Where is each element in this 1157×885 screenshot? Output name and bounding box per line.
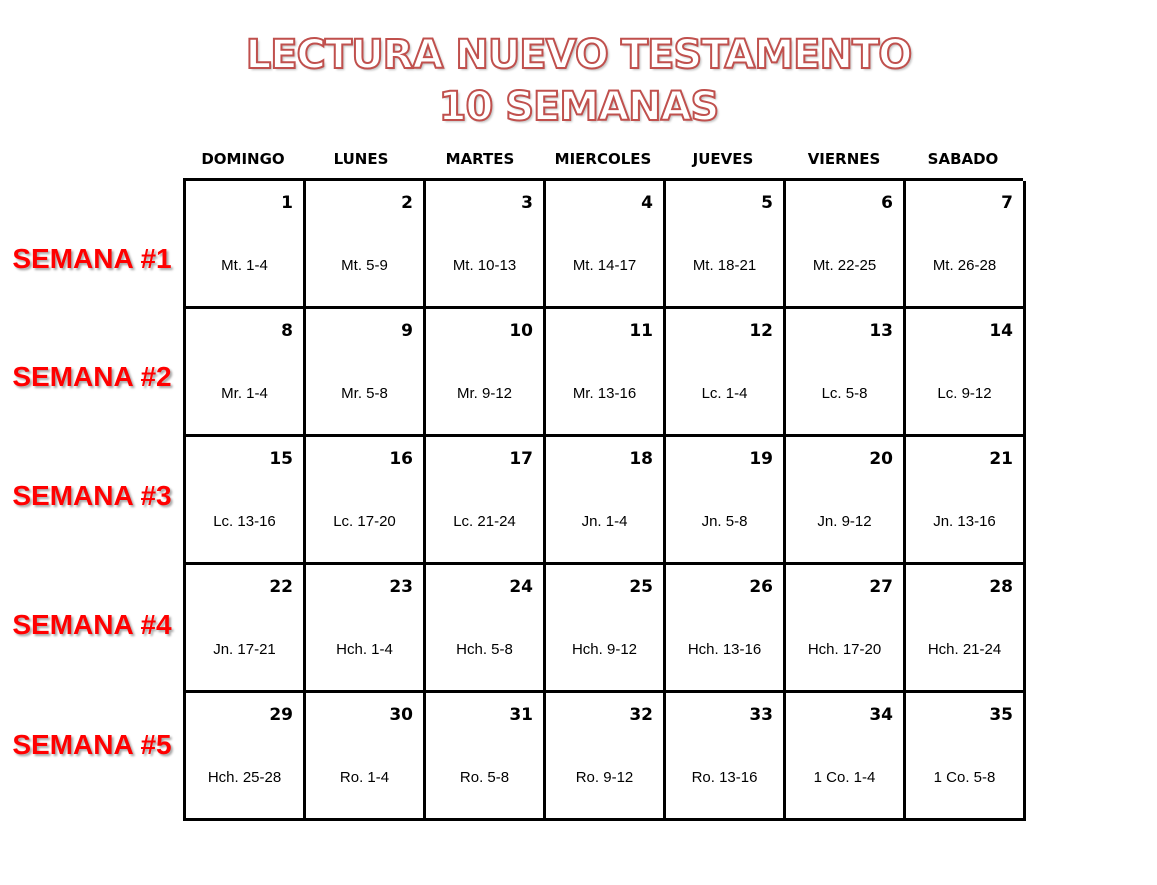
- day-number: 9: [401, 321, 413, 341]
- day-cell: [906, 693, 1026, 821]
- reading-assignment: Mt. 5-9: [341, 257, 388, 274]
- day-cell: [426, 181, 546, 309]
- reading-assignment: Ro. 13-16: [691, 769, 758, 786]
- day-number: 32: [629, 705, 653, 725]
- day-cell: [186, 181, 306, 309]
- day-number: 26: [749, 577, 773, 597]
- reading-assignment: Lc. 9-12: [937, 385, 992, 402]
- day-number: 19: [749, 449, 773, 469]
- day-number: 33: [749, 705, 773, 725]
- day-number: 24: [509, 577, 533, 597]
- reading-assignment: Mt. 1-4: [221, 257, 268, 274]
- day-number: 12: [749, 321, 773, 341]
- reading-calendar-grid: [183, 178, 1023, 821]
- day-header-2: MARTES: [445, 150, 515, 168]
- reading-assignment: 1 Co. 1-4: [813, 769, 876, 786]
- reading-assignment: Mt. 14-17: [572, 257, 637, 274]
- week-label-5: SEMANA #5: [12, 729, 172, 760]
- reading-assignment: Ro. 9-12: [575, 769, 634, 786]
- day-cell: [426, 437, 546, 565]
- reading-assignment: Ro. 1-4: [339, 769, 390, 786]
- day-number: 5: [761, 193, 773, 213]
- week-label-3: SEMANA #3: [12, 480, 172, 511]
- day-number: 35: [989, 705, 1013, 725]
- day-cell: [186, 437, 306, 565]
- reading-assignment: Mt. 18-21: [692, 257, 757, 274]
- day-cell: [906, 437, 1026, 565]
- reading-assignment: Jn. 5-8: [701, 513, 748, 530]
- reading-assignment: Mr. 13-16: [572, 385, 637, 402]
- day-header-0: DOMINGO: [201, 150, 285, 168]
- day-number: 28: [989, 577, 1013, 597]
- day-cell: [426, 693, 546, 821]
- day-number: 20: [869, 449, 893, 469]
- day-cell: [186, 309, 306, 437]
- reading-assignment: Lc. 21-24: [453, 513, 516, 530]
- reading-assignment: Mt. 22-25: [812, 257, 877, 274]
- reading-assignment: Lc. 17-20: [333, 513, 396, 530]
- day-cell: [666, 437, 786, 565]
- day-number: 3: [521, 193, 533, 213]
- reading-assignment: Lc. 13-16: [213, 513, 276, 530]
- day-number: 25: [629, 577, 653, 597]
- reading-assignment: Lc. 1-4: [701, 385, 748, 402]
- day-number: 18: [629, 449, 653, 469]
- day-cell: [786, 309, 906, 437]
- day-cell: [666, 693, 786, 821]
- day-number: 7: [1001, 193, 1013, 213]
- reading-assignment: Mr. 5-8: [341, 385, 388, 402]
- day-number: 1: [281, 193, 293, 213]
- reading-assignment: Mr. 1-4: [221, 385, 268, 402]
- day-cell: [186, 693, 306, 821]
- day-number: 4: [641, 193, 653, 213]
- day-number: 14: [989, 321, 1013, 341]
- day-cell: [546, 309, 666, 437]
- day-header-6: SABADO: [927, 150, 999, 168]
- day-cell: [306, 693, 426, 821]
- day-number: 15: [269, 449, 293, 469]
- day-cell: [666, 565, 786, 693]
- reading-assignment: Jn. 17-21: [213, 641, 276, 658]
- day-number: 31: [509, 705, 533, 725]
- reading-assignment: Lc. 5-8: [821, 385, 868, 402]
- day-number: 17: [509, 449, 533, 469]
- reading-assignment: Jn. 13-16: [933, 513, 996, 530]
- day-header-1: LUNES: [333, 150, 389, 168]
- day-number: 16: [389, 449, 413, 469]
- reading-assignment: Mt. 26-28: [932, 257, 997, 274]
- reading-assignment: Jn. 1-4: [581, 513, 628, 530]
- day-cell: [546, 437, 666, 565]
- day-cell: [786, 565, 906, 693]
- week-label-4: SEMANA #4: [12, 609, 172, 640]
- day-cell: [306, 181, 426, 309]
- day-cell: [666, 181, 786, 309]
- day-cell: [666, 309, 786, 437]
- day-cell: [786, 437, 906, 565]
- reading-assignment: Hch. 9-12: [571, 641, 638, 658]
- day-cell: [546, 565, 666, 693]
- day-cell: [906, 565, 1026, 693]
- day-cell: [906, 181, 1026, 309]
- reading-assignment: 1 Co. 5-8: [933, 769, 996, 786]
- reading-assignment: Hch. 25-28: [207, 769, 282, 786]
- day-cell: [786, 693, 906, 821]
- reading-assignment: Hch. 17-20: [807, 641, 882, 658]
- day-cell: [546, 693, 666, 821]
- reading-assignment: Hch. 13-16: [687, 641, 762, 658]
- reading-assignment: Jn. 9-12: [817, 513, 872, 530]
- day-header-3: MIERCOLES: [554, 150, 652, 168]
- reading-assignment: Mr. 9-12: [456, 385, 513, 402]
- day-number: 23: [389, 577, 413, 597]
- reading-assignment: Hch. 5-8: [456, 641, 513, 658]
- day-number: 34: [869, 705, 893, 725]
- page-title: LECTURA NUEVO TESTAMENTO: [245, 32, 912, 78]
- day-cell: [306, 565, 426, 693]
- page-subtitle: 10 SEMANAS: [438, 84, 719, 130]
- day-header-5: VIERNES: [807, 150, 881, 168]
- day-number: 8: [281, 321, 293, 341]
- day-number: 27: [869, 577, 893, 597]
- day-cell: [786, 181, 906, 309]
- day-number: 30: [389, 705, 413, 725]
- day-number: 11: [629, 321, 653, 341]
- day-cell: [546, 181, 666, 309]
- week-label-1: SEMANA #1: [12, 243, 172, 274]
- day-cell: [306, 437, 426, 565]
- day-header-4: JUEVES: [692, 150, 754, 168]
- day-cell: [186, 565, 306, 693]
- day-number: 13: [869, 321, 893, 341]
- day-cell: [306, 309, 426, 437]
- day-number: 22: [269, 577, 293, 597]
- day-number: 2: [401, 193, 413, 213]
- day-cell: [906, 309, 1026, 437]
- day-cell: [426, 309, 546, 437]
- day-number: 21: [989, 449, 1013, 469]
- week-label-2: SEMANA #2: [12, 361, 172, 392]
- reading-assignment: Mt. 10-13: [452, 257, 517, 274]
- day-number: 29: [269, 705, 293, 725]
- day-number: 6: [881, 193, 893, 213]
- reading-assignment: Hch. 1-4: [336, 641, 393, 658]
- day-number: 10: [509, 321, 533, 341]
- reading-assignment: Hch. 21-24: [927, 641, 1002, 658]
- day-cell: [426, 565, 546, 693]
- reading-assignment: Ro. 5-8: [459, 769, 510, 786]
